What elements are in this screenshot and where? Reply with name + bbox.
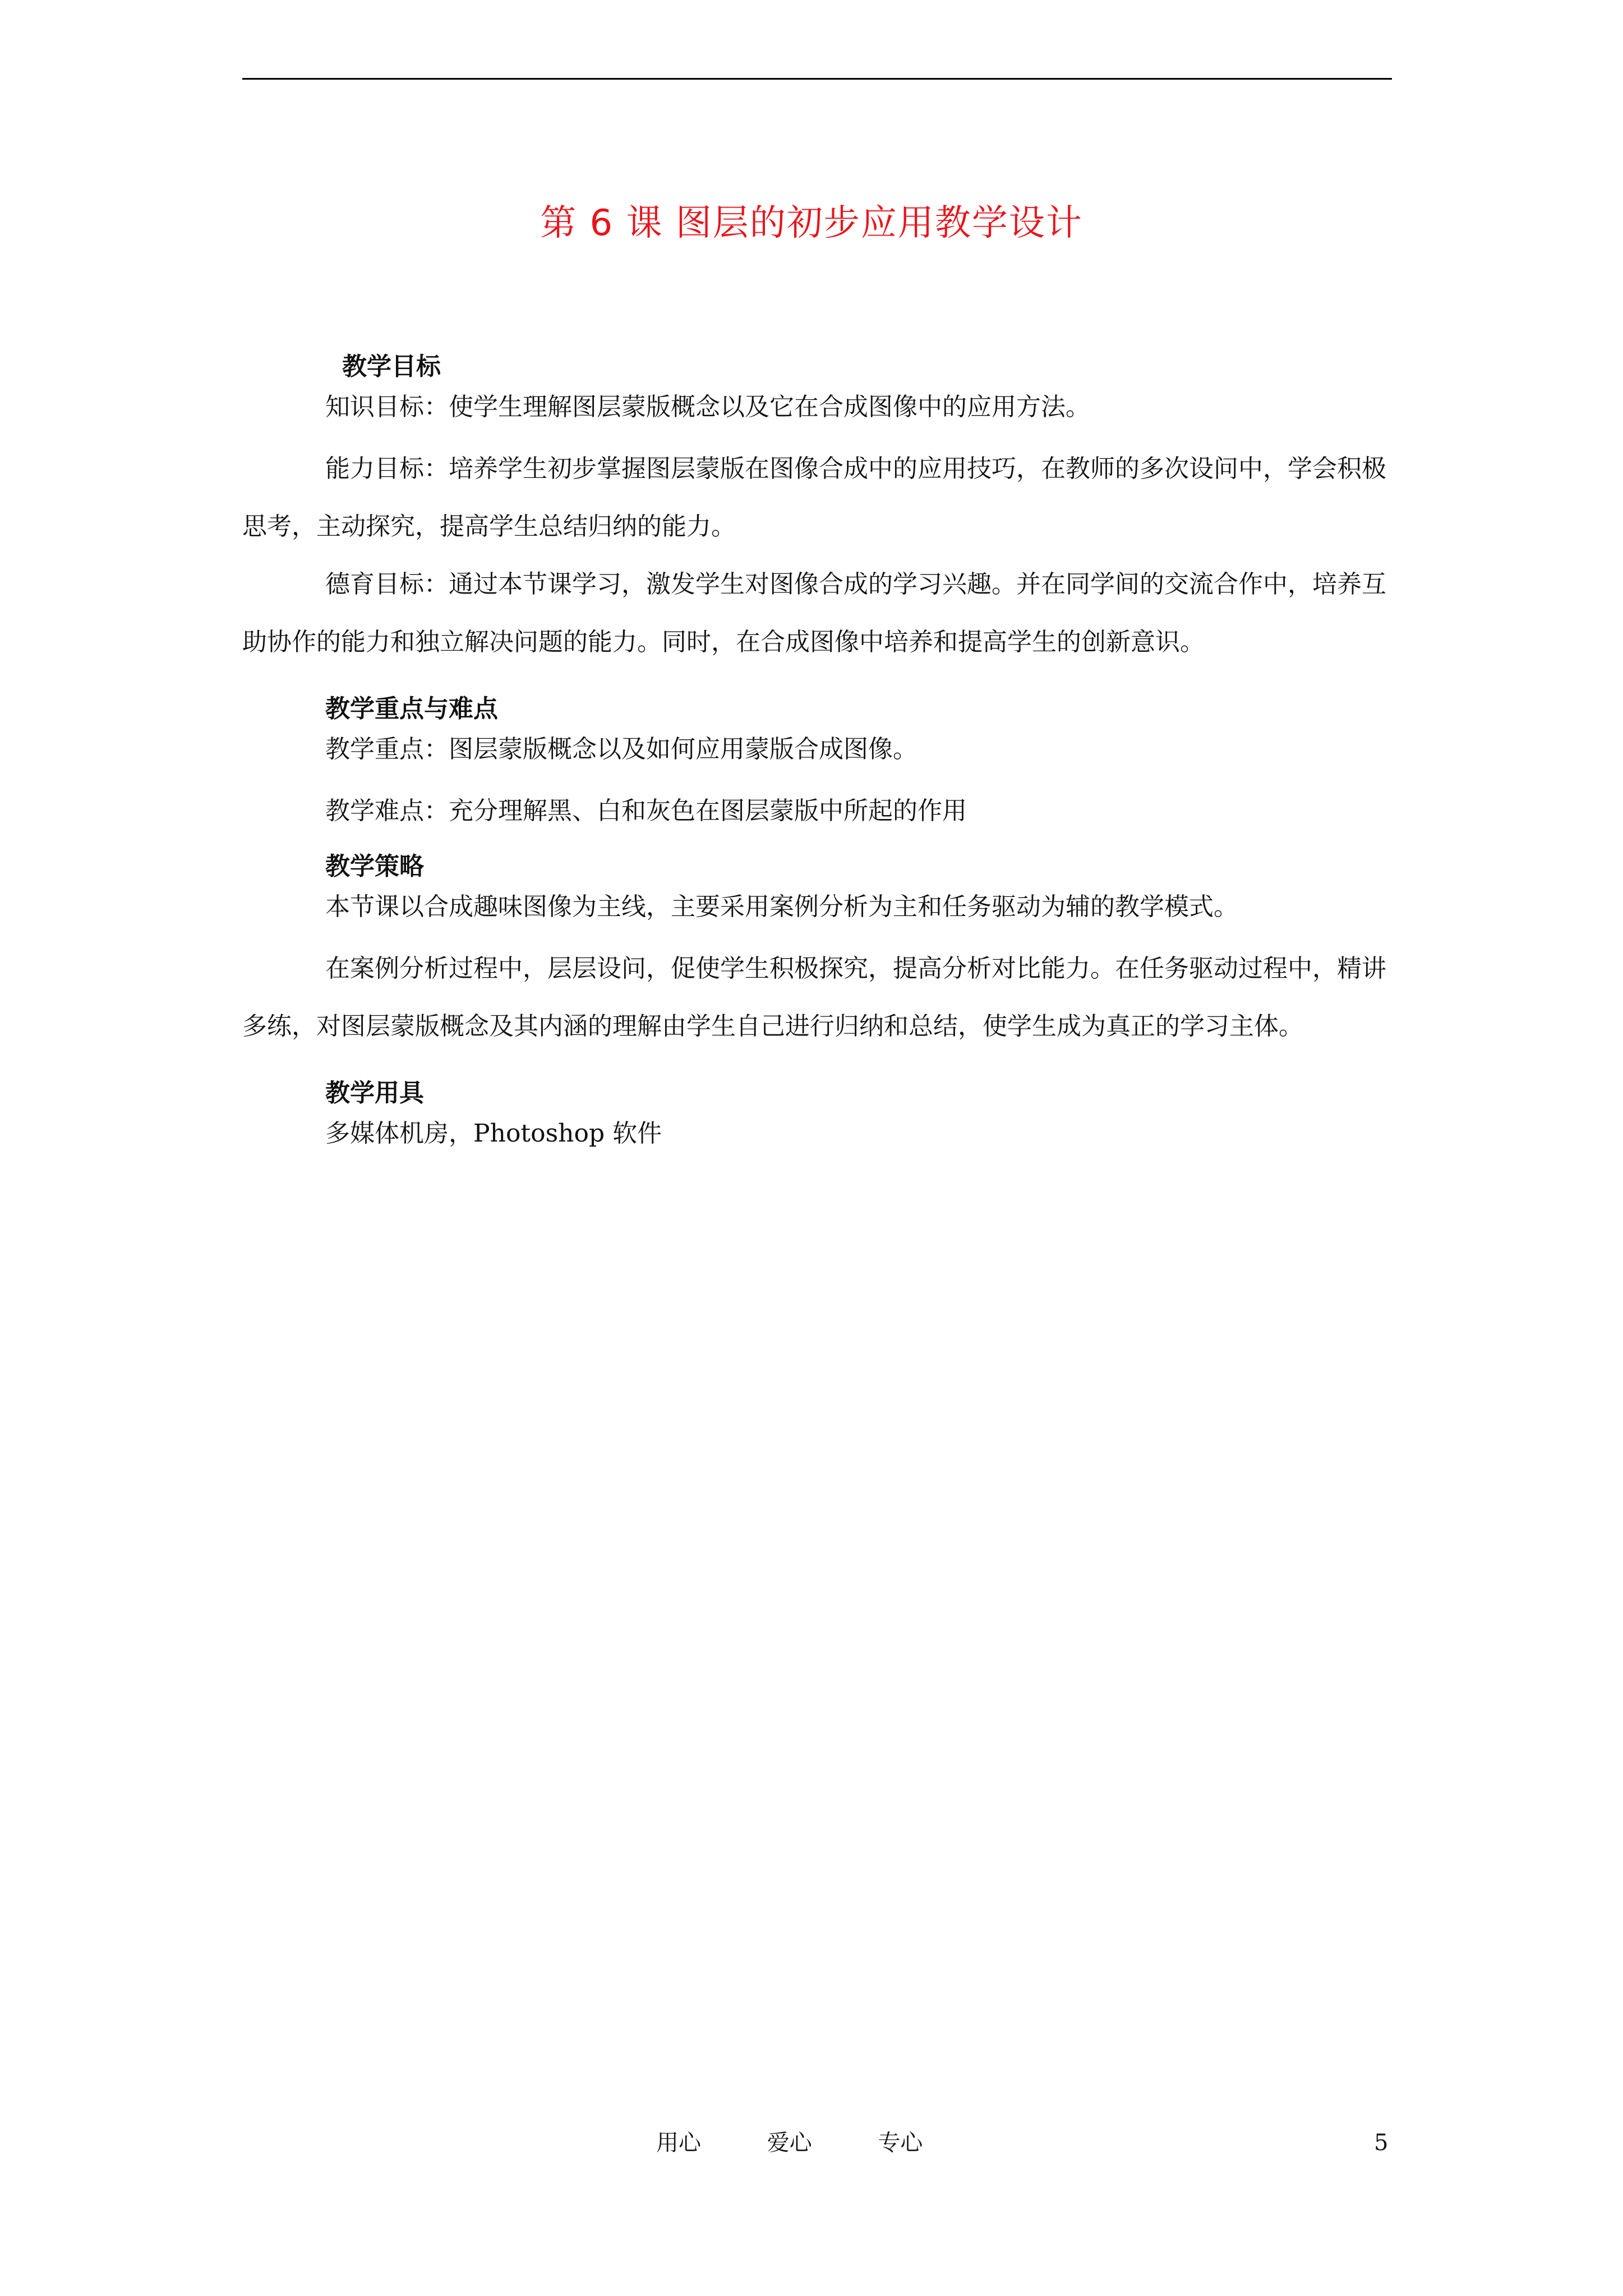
teaching-tools: 多媒体机房，Photoshop 软件 xyxy=(325,1119,662,1148)
heading-key-points: 教学重点与难点 xyxy=(325,694,498,723)
footer-slogan-2: 爱心 xyxy=(767,2130,812,2156)
heading-strategy: 教学策略 xyxy=(325,852,424,881)
ability-objective: 能力目标：培养学生初步掌握图层蒙版在图像合成中的应用技巧，在教师的多次设问中，学会积极思考，主动探究，提高学生总结归纳的能力。 xyxy=(242,454,1386,541)
footer-slogan-1: 用心 xyxy=(656,2130,701,2156)
footer-slogan xyxy=(656,2126,981,2160)
teaching-focus: 教学重点：图层蒙版概念以及如何应用蒙版合成图像。 xyxy=(325,735,917,763)
moral-objective: 德育目标：通过本节课学习，激发学生对图像合成的学习兴趣。并在同学间的交流合作中，培养互助协作的能力和独立解决问题的能力。同时，在合成图像中培养和提高学生的创新意识。 xyxy=(242,570,1386,656)
heading-objectives: 教学目标 xyxy=(342,352,441,381)
document-title: 第 6 课 图层的初步应用教学设计 xyxy=(540,203,1083,244)
document-body xyxy=(242,347,1392,1154)
heading-tools: 教学用具 xyxy=(325,1079,424,1107)
strategy-paragraph-1: 本节课以合成趣味图像为主线，主要采用案例分析为主和任务驱动为辅的教学模式。 xyxy=(325,892,1238,921)
strategy-paragraph-2: 在案例分析过程中，层层设问，促使学生积极探究，提高分析对比能力。在任务驱动过程中，精讲多练，对图层蒙版概念及其内涵的理解由学生自己进行归纳和总结，使学生成为真正的学习主体。 xyxy=(242,954,1386,1041)
page-footer xyxy=(0,2126,1623,2160)
footer-slogan-3: 专心 xyxy=(878,2130,923,2156)
knowledge-objective: 知识目标：使学生理解图层蒙版概念以及它在合成图像中的应用方法。 xyxy=(325,393,1090,421)
teaching-difficulty: 教学难点：充分理解黑、白和灰色在图层蒙版中所起的作用 xyxy=(325,797,967,825)
header-rule xyxy=(242,78,1392,80)
page-number: 5 xyxy=(1374,2130,1389,2156)
